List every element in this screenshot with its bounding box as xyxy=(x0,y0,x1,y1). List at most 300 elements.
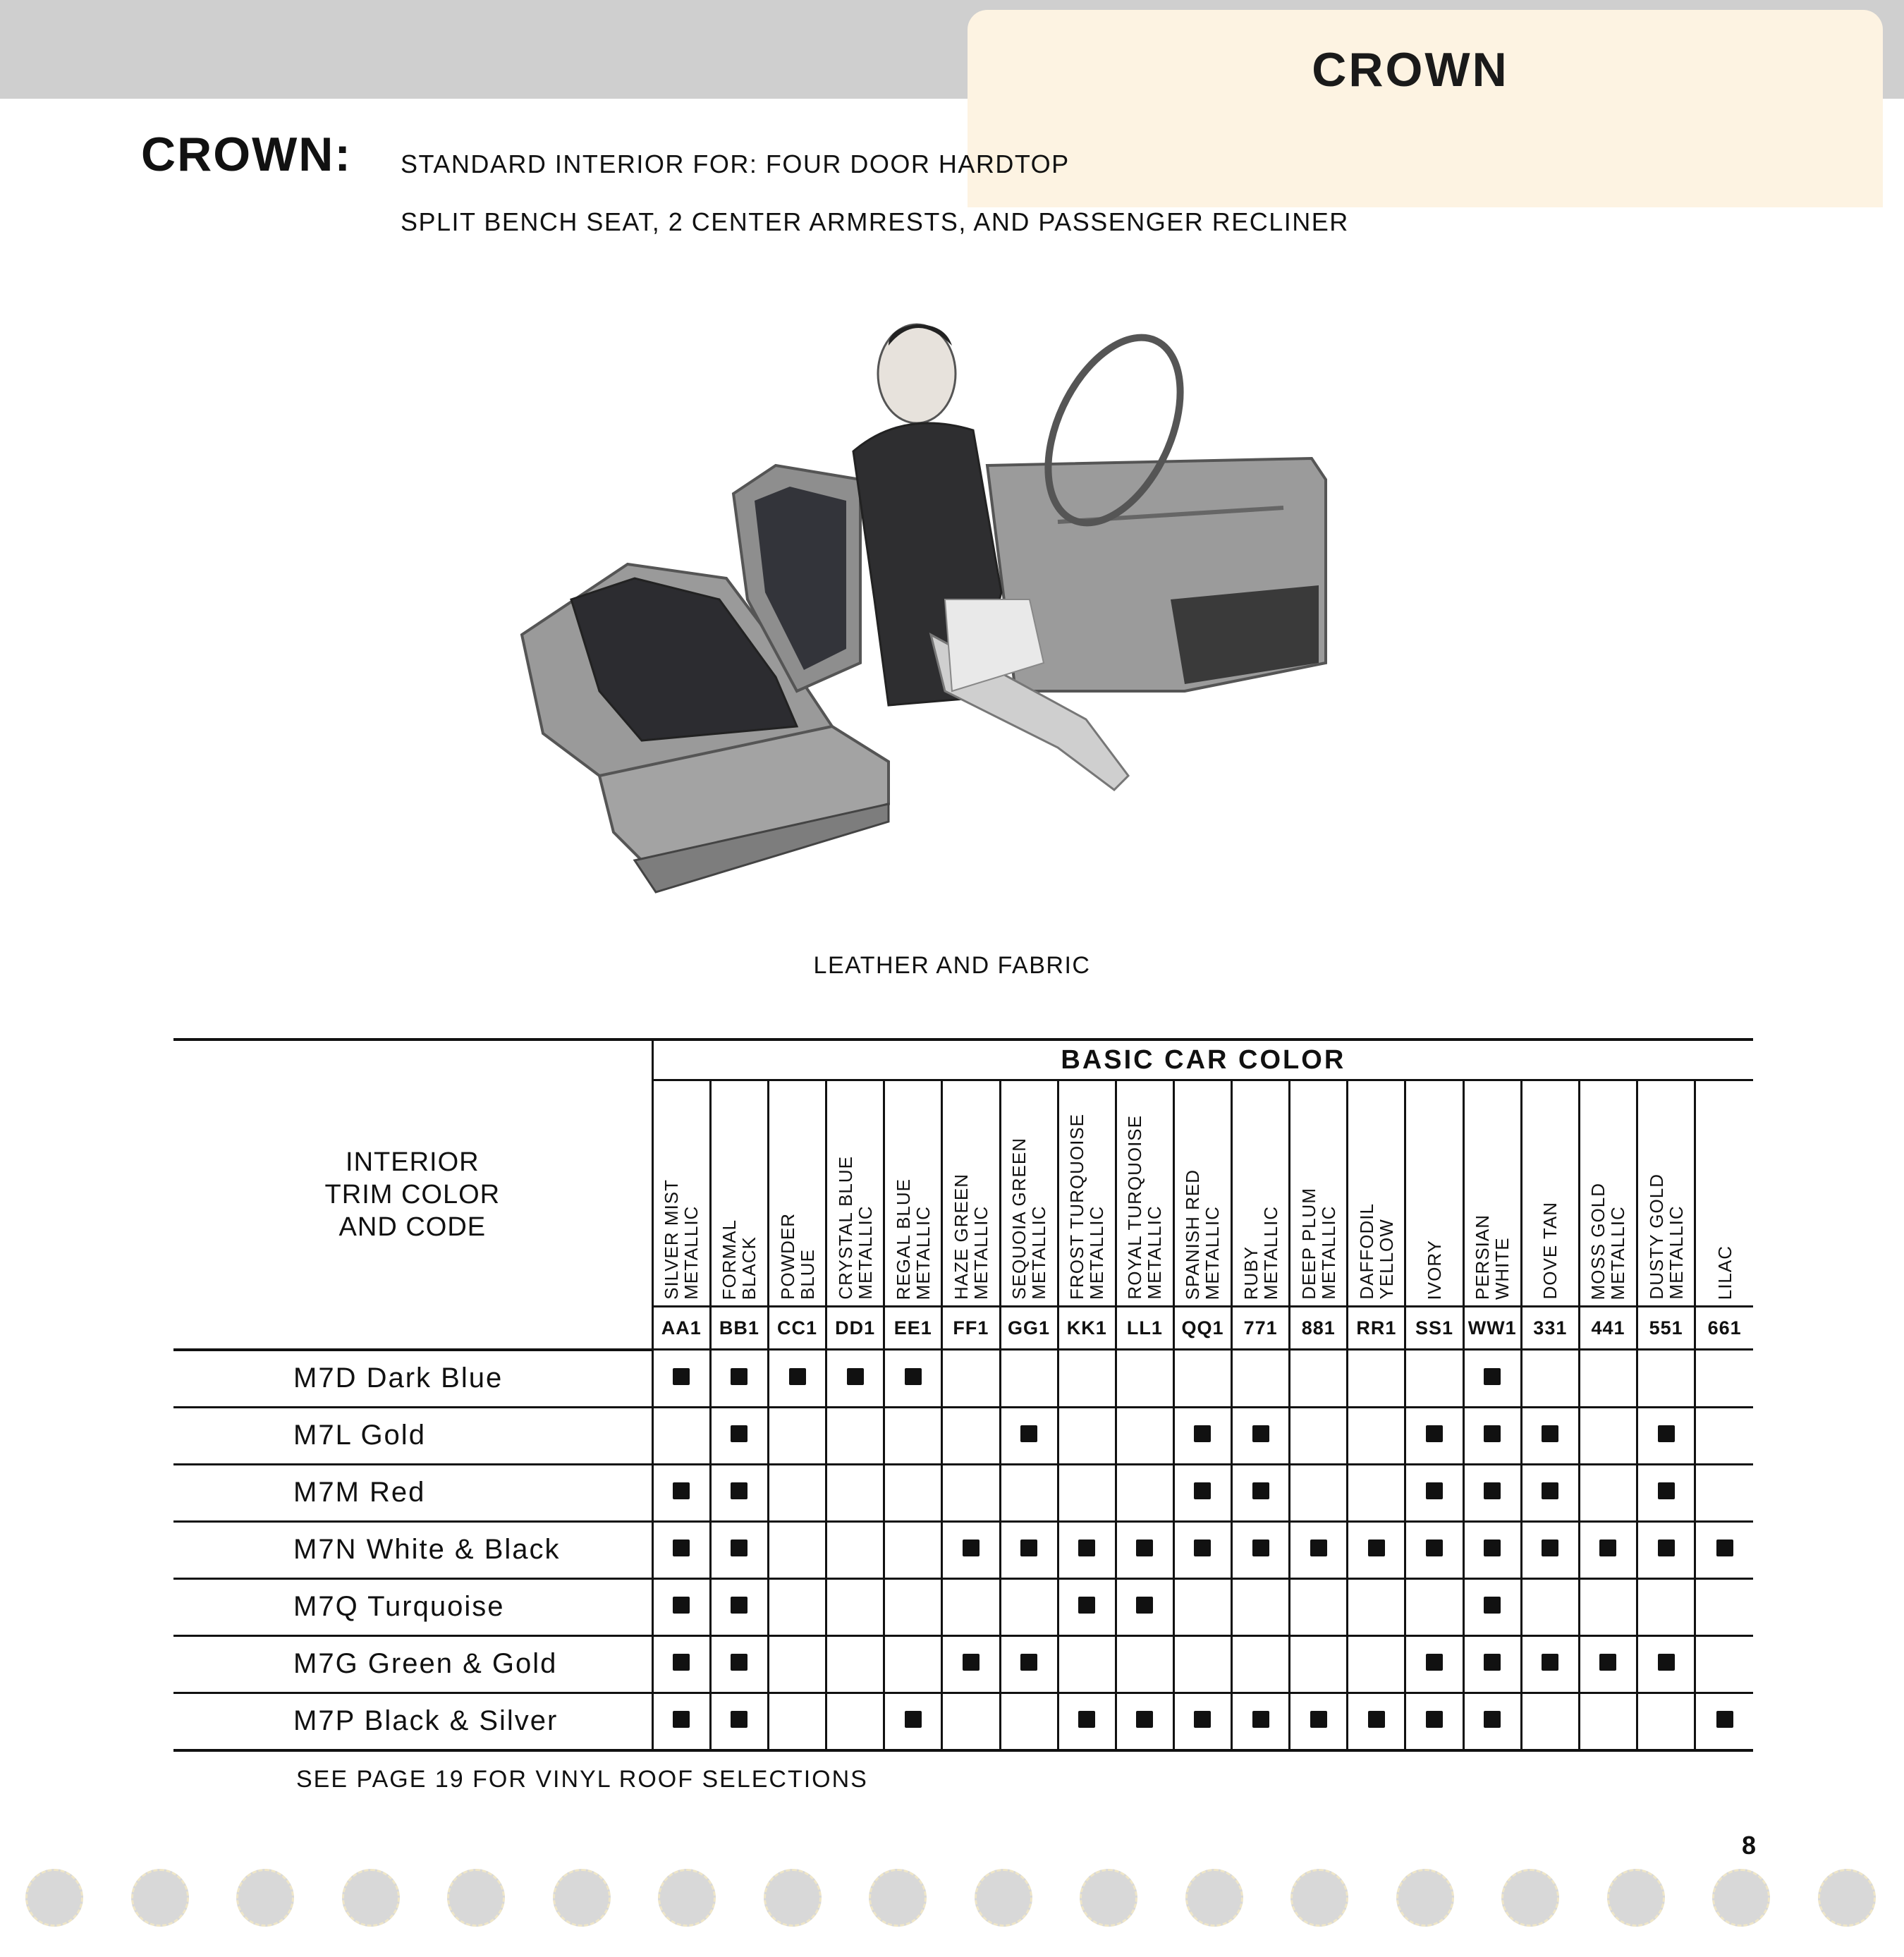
available-mark-icon xyxy=(1252,1482,1269,1499)
model-heading: CROWN: xyxy=(141,128,353,181)
availability-cell xyxy=(1173,1521,1231,1578)
available-mark-icon xyxy=(1136,1711,1153,1728)
available-mark-icon xyxy=(1252,1425,1269,1442)
binder-hole xyxy=(975,1869,1032,1927)
availability-cell xyxy=(1637,1635,1695,1693)
available-mark-icon xyxy=(1716,1540,1733,1556)
availability-cell xyxy=(1173,1464,1231,1521)
availability-cell xyxy=(1579,1407,1637,1464)
available-mark-icon xyxy=(1484,1482,1501,1499)
car-color-code: 771 xyxy=(1232,1307,1290,1350)
availability-cell xyxy=(1000,1635,1058,1693)
car-color-name: HAZE GREEN METALLIC xyxy=(950,1173,991,1300)
car-color-name-cell xyxy=(652,1080,710,1307)
car-color-name: DOVE TAN xyxy=(1539,1202,1561,1300)
availability-cell xyxy=(826,1578,884,1635)
available-mark-icon xyxy=(1426,1654,1443,1671)
availability-cell xyxy=(1521,1464,1579,1521)
availability-cell xyxy=(1695,1521,1753,1578)
car-color-code: 551 xyxy=(1637,1307,1695,1350)
available-mark-icon xyxy=(731,1482,747,1499)
car-color-name-cell xyxy=(1579,1080,1637,1307)
available-mark-icon xyxy=(1078,1597,1095,1614)
car-color-name: POWDER BLUE xyxy=(776,1213,818,1300)
available-mark-icon xyxy=(731,1368,747,1385)
available-mark-icon xyxy=(789,1368,806,1385)
availability-cell xyxy=(1290,1635,1348,1693)
binder-hole xyxy=(1396,1869,1454,1927)
available-mark-icon xyxy=(1020,1540,1037,1556)
availability-cell xyxy=(1463,1464,1521,1521)
available-mark-icon xyxy=(673,1540,690,1556)
availability-cell xyxy=(1695,1578,1753,1635)
availability-cell xyxy=(652,1578,710,1635)
car-color-code: 331 xyxy=(1521,1307,1579,1350)
availability-cell xyxy=(1290,1521,1348,1578)
car-color-name-cell xyxy=(1173,1080,1231,1307)
car-color-name: SPANISH RED METALLIC xyxy=(1182,1169,1223,1300)
car-color-name-cell xyxy=(1058,1080,1116,1307)
availability-cell xyxy=(1579,1578,1637,1635)
trim-color-label: M7D Dark Blue xyxy=(173,1350,652,1408)
availability-cell xyxy=(942,1407,1000,1464)
trim-color-label: M7Q Turquoise xyxy=(173,1578,652,1635)
car-color-name-cell xyxy=(1463,1080,1521,1307)
availability-cell xyxy=(884,1578,942,1635)
binder-holes xyxy=(0,1869,1904,1932)
car-color-name-cell xyxy=(768,1080,826,1307)
availability-cell xyxy=(710,1407,768,1464)
car-color-code: DD1 xyxy=(826,1307,884,1350)
available-mark-icon xyxy=(1716,1711,1733,1728)
trim-color-label: M7L Gold xyxy=(173,1407,652,1464)
available-mark-icon xyxy=(731,1597,747,1614)
availability-cell xyxy=(768,1350,826,1408)
binder-hole xyxy=(553,1869,611,1927)
available-mark-icon xyxy=(1599,1654,1616,1671)
availability-cell xyxy=(1637,1578,1695,1635)
availability-cell xyxy=(1579,1350,1637,1408)
availability-cell xyxy=(1348,1350,1405,1408)
availability-cell xyxy=(1116,1464,1173,1521)
availability-cell xyxy=(710,1635,768,1693)
availability-cell xyxy=(1348,1578,1405,1635)
availability-cell xyxy=(1637,1350,1695,1408)
trim-row xyxy=(173,1521,1753,1578)
availability-cell xyxy=(710,1521,768,1578)
availability-cell xyxy=(1637,1464,1695,1521)
availability-cell xyxy=(1232,1464,1290,1521)
car-color-name-cell xyxy=(1521,1080,1579,1307)
trim-row xyxy=(173,1635,1753,1693)
available-mark-icon xyxy=(673,1597,690,1614)
available-mark-icon xyxy=(673,1654,690,1671)
car-color-name-cell xyxy=(826,1080,884,1307)
availability-cell xyxy=(1405,1578,1463,1635)
availability-cell xyxy=(1695,1464,1753,1521)
available-mark-icon xyxy=(1310,1711,1327,1728)
page-number: 8 xyxy=(1742,1831,1757,1860)
car-color-name: ROYAL TURQUOISE METALLIC xyxy=(1124,1115,1166,1300)
available-mark-icon xyxy=(1542,1540,1558,1556)
availability-cell xyxy=(1405,1350,1463,1408)
car-color-name: DAFFODIL YELLOW xyxy=(1355,1203,1397,1300)
availability-cell xyxy=(1695,1407,1753,1464)
availability-cell xyxy=(1290,1350,1348,1408)
available-mark-icon xyxy=(847,1368,864,1385)
availability-cell xyxy=(1521,1350,1579,1408)
trim-color-label: M7N White & Black xyxy=(173,1521,652,1578)
availability-cell xyxy=(1579,1464,1637,1521)
binder-hole xyxy=(1818,1869,1876,1927)
car-color-name-cell xyxy=(1290,1080,1348,1307)
availability-cell xyxy=(1521,1635,1579,1693)
availability-cell xyxy=(768,1407,826,1464)
binder-hole xyxy=(131,1869,189,1927)
availability-cell xyxy=(884,1521,942,1578)
availability-cell xyxy=(826,1635,884,1693)
available-mark-icon xyxy=(1136,1597,1153,1614)
availability-cell xyxy=(1348,1464,1405,1521)
availability-cell xyxy=(768,1521,826,1578)
availability-cell xyxy=(1579,1635,1637,1693)
availability-cell xyxy=(1116,1693,1173,1750)
trim-row xyxy=(173,1350,1753,1408)
availability-cell xyxy=(1637,1521,1695,1578)
car-color-name-cell xyxy=(1000,1080,1058,1307)
availability-cell xyxy=(652,1464,710,1521)
binder-hole xyxy=(236,1869,294,1927)
interior-illustration xyxy=(494,268,1410,931)
available-mark-icon xyxy=(963,1540,980,1556)
available-mark-icon xyxy=(1252,1711,1269,1728)
availability-cell xyxy=(1695,1350,1753,1408)
availability-cell xyxy=(1116,1635,1173,1693)
car-color-code: BB1 xyxy=(710,1307,768,1350)
trim-color-label: M7M Red xyxy=(173,1464,652,1521)
availability-cell xyxy=(710,1578,768,1635)
interior-description: STANDARD INTERIOR FOR: FOUR DOOR HARDTOP xyxy=(401,150,1070,178)
availability-cell xyxy=(710,1693,768,1750)
car-color-code: EE1 xyxy=(884,1307,942,1350)
availability-cell xyxy=(826,1464,884,1521)
availability-cell xyxy=(1116,1521,1173,1578)
availability-cell xyxy=(1173,1350,1231,1408)
car-color-code: FF1 xyxy=(942,1307,1000,1350)
available-mark-icon xyxy=(905,1368,922,1385)
available-mark-icon xyxy=(1194,1482,1211,1499)
availability-cell xyxy=(1348,1635,1405,1693)
available-mark-icon xyxy=(1078,1711,1095,1728)
available-mark-icon xyxy=(1310,1540,1327,1556)
available-mark-icon xyxy=(1542,1425,1558,1442)
car-color-name: PERSIAN WHITE xyxy=(1472,1214,1513,1300)
car-color-code: SS1 xyxy=(1405,1307,1463,1350)
availability-cell xyxy=(1232,1635,1290,1693)
car-color-name: SEQUOIA GREEN METALLIC xyxy=(1008,1138,1050,1300)
car-color-name: FORMAL BLACK xyxy=(719,1219,760,1300)
illustration-caption: LEATHER AND FABRIC xyxy=(813,952,1091,979)
available-mark-icon xyxy=(1599,1540,1616,1556)
availability-cell xyxy=(1290,1407,1348,1464)
car-color-name-cell xyxy=(1695,1080,1753,1307)
binder-hole xyxy=(25,1869,83,1927)
available-mark-icon xyxy=(1484,1368,1501,1385)
available-mark-icon xyxy=(1426,1425,1443,1442)
binder-hole xyxy=(869,1869,927,1927)
available-mark-icon xyxy=(1136,1540,1153,1556)
availability-cell xyxy=(1579,1521,1637,1578)
available-mark-icon xyxy=(1020,1425,1037,1442)
availability-cell xyxy=(1290,1578,1348,1635)
availability-cell xyxy=(1521,1693,1579,1750)
car-color-code: 661 xyxy=(1695,1307,1753,1350)
availability-cell xyxy=(1232,1350,1290,1408)
availability-cell xyxy=(652,1350,710,1408)
availability-cell xyxy=(1232,1407,1290,1464)
availability-cell xyxy=(1173,1407,1231,1464)
car-color-code: AA1 xyxy=(652,1307,710,1350)
availability-cell xyxy=(1348,1693,1405,1750)
car-color-name-cell xyxy=(1116,1080,1173,1307)
availability-cell xyxy=(942,1635,1000,1693)
trim-row xyxy=(173,1464,1753,1521)
binder-hole xyxy=(1185,1869,1243,1927)
available-mark-icon xyxy=(1426,1540,1443,1556)
car-color-code: KK1 xyxy=(1058,1307,1116,1350)
availability-cell xyxy=(1058,1350,1116,1408)
availability-cell xyxy=(768,1693,826,1750)
availability-cell xyxy=(1463,1407,1521,1464)
available-mark-icon xyxy=(1426,1711,1443,1728)
section-tab[interactable] xyxy=(968,10,1883,207)
availability-cell xyxy=(826,1693,884,1750)
car-color-code: 881 xyxy=(1290,1307,1348,1350)
availability-cell xyxy=(1000,1464,1058,1521)
availability-cell xyxy=(942,1464,1000,1521)
availability-cell xyxy=(942,1521,1000,1578)
available-mark-icon xyxy=(1484,1425,1501,1442)
availability-cell xyxy=(1405,1521,1463,1578)
trim-color-label: M7P Black & Silver xyxy=(173,1693,652,1750)
availability-cell xyxy=(1058,1578,1116,1635)
availability-cell xyxy=(1348,1521,1405,1578)
availability-cell xyxy=(1116,1578,1173,1635)
availability-cell xyxy=(1000,1407,1058,1464)
car-color-name: CRYSTAL BLUE METALLIC xyxy=(834,1156,876,1300)
availability-cell xyxy=(1290,1464,1348,1521)
trim-color-header xyxy=(173,1040,652,1350)
available-mark-icon xyxy=(673,1482,690,1499)
availability-cell xyxy=(884,1350,942,1408)
car-color-code: LL1 xyxy=(1116,1307,1173,1350)
availability-cell xyxy=(768,1578,826,1635)
availability-cell xyxy=(1000,1350,1058,1408)
available-mark-icon xyxy=(1194,1540,1211,1556)
car-color-code: RR1 xyxy=(1348,1307,1405,1350)
available-mark-icon xyxy=(1368,1540,1385,1556)
car-color-name: FROST TURQUOISE METALLIC xyxy=(1066,1114,1108,1300)
availability-cell xyxy=(652,1693,710,1750)
available-mark-icon xyxy=(1658,1540,1675,1556)
available-mark-icon xyxy=(673,1368,690,1385)
car-color-code: WW1 xyxy=(1463,1307,1521,1350)
availability-cell xyxy=(1405,1464,1463,1521)
availability-cell xyxy=(942,1578,1000,1635)
available-mark-icon xyxy=(1194,1711,1211,1728)
availability-cell xyxy=(1463,1578,1521,1635)
available-mark-icon xyxy=(905,1711,922,1728)
car-color-name: LILAC xyxy=(1714,1245,1735,1300)
binder-hole xyxy=(764,1869,822,1927)
availability-cell xyxy=(1173,1693,1231,1750)
availability-cell xyxy=(884,1693,942,1750)
available-mark-icon xyxy=(731,1654,747,1671)
seat-illustration xyxy=(522,465,889,892)
vinyl-roof-note: SEE PAGE 19 FOR VINYL ROOF SELECTIONS xyxy=(296,1766,868,1793)
trim-row xyxy=(173,1407,1753,1464)
availability-cell xyxy=(1463,1635,1521,1693)
trim-row xyxy=(173,1578,1753,1635)
available-mark-icon xyxy=(731,1540,747,1556)
car-color-name-cell xyxy=(942,1080,1000,1307)
color-availability-table xyxy=(173,1038,1753,1752)
car-color-code: 441 xyxy=(1579,1307,1637,1350)
availability-cell xyxy=(942,1350,1000,1408)
available-mark-icon xyxy=(1658,1482,1675,1499)
available-mark-icon xyxy=(1426,1482,1443,1499)
binder-hole xyxy=(342,1869,400,1927)
available-mark-icon xyxy=(1368,1711,1385,1728)
availability-cell xyxy=(1058,1693,1116,1750)
available-mark-icon xyxy=(1542,1482,1558,1499)
available-mark-icon xyxy=(1658,1654,1675,1671)
car-color-name-cell xyxy=(1405,1080,1463,1307)
binder-hole xyxy=(1712,1869,1770,1927)
binder-hole xyxy=(1290,1869,1348,1927)
car-color-code: CC1 xyxy=(768,1307,826,1350)
availability-cell xyxy=(1521,1407,1579,1464)
availability-cell xyxy=(768,1635,826,1693)
binder-hole xyxy=(1501,1869,1559,1927)
availability-cell xyxy=(1637,1693,1695,1750)
availability-cell xyxy=(652,1407,710,1464)
availability-cell xyxy=(1116,1350,1173,1408)
availability-cell xyxy=(1405,1693,1463,1750)
car-color-name-cell xyxy=(1232,1080,1290,1307)
availability-cell xyxy=(1116,1407,1173,1464)
car-color-name-cell xyxy=(884,1080,942,1307)
available-mark-icon xyxy=(963,1654,980,1671)
availability-cell xyxy=(710,1464,768,1521)
tab-title: CROWN xyxy=(1312,43,1509,97)
available-mark-icon xyxy=(1484,1597,1501,1614)
available-mark-icon xyxy=(1484,1711,1501,1728)
availability-cell xyxy=(1695,1635,1753,1693)
trim-row xyxy=(173,1693,1753,1750)
availability-cell xyxy=(1058,1464,1116,1521)
availability-cell xyxy=(1521,1521,1579,1578)
availability-cell xyxy=(1000,1693,1058,1750)
availability-cell xyxy=(652,1635,710,1693)
availability-cell xyxy=(1463,1350,1521,1408)
available-mark-icon xyxy=(731,1711,747,1728)
car-color-name: DEEP PLUM METALLIC xyxy=(1298,1188,1339,1300)
available-mark-icon xyxy=(1020,1654,1037,1671)
available-mark-icon xyxy=(1252,1540,1269,1556)
availability-cell xyxy=(884,1464,942,1521)
availability-cell xyxy=(1000,1521,1058,1578)
availability-cell xyxy=(1463,1521,1521,1578)
car-color-name-cell xyxy=(1637,1080,1695,1307)
availability-cell xyxy=(1058,1407,1116,1464)
basic-car-color-header: BASIC CAR COLOR xyxy=(652,1040,1753,1080)
availability-cell xyxy=(1405,1635,1463,1693)
car-color-name: RUBY METALLIC xyxy=(1240,1205,1281,1300)
availability-cell xyxy=(1173,1578,1231,1635)
available-mark-icon xyxy=(1542,1654,1558,1671)
availability-cell xyxy=(652,1521,710,1578)
binder-hole xyxy=(1080,1869,1137,1927)
binder-hole xyxy=(1607,1869,1665,1927)
availability-cell xyxy=(1290,1693,1348,1750)
availability-cell xyxy=(1058,1521,1116,1578)
availability-cell xyxy=(942,1693,1000,1750)
binder-hole xyxy=(658,1869,716,1927)
seat-description: SPLIT BENCH SEAT, 2 CENTER ARMRESTS, AND PASSENGER RECLINER xyxy=(401,207,1349,236)
car-color-name: REGAL BLUE METALLIC xyxy=(892,1178,934,1300)
car-color-name-cell xyxy=(1348,1080,1405,1307)
availability-cell xyxy=(1521,1578,1579,1635)
availability-cell xyxy=(1463,1693,1521,1750)
availability-cell xyxy=(884,1635,942,1693)
available-mark-icon xyxy=(1194,1425,1211,1442)
availability-cell xyxy=(1579,1693,1637,1750)
availability-cell xyxy=(1405,1407,1463,1464)
availability-cell xyxy=(710,1350,768,1408)
availability-cell xyxy=(768,1464,826,1521)
availability-cell xyxy=(826,1350,884,1408)
available-mark-icon xyxy=(1658,1425,1675,1442)
availability-cell xyxy=(1173,1635,1231,1693)
available-mark-icon xyxy=(1484,1540,1501,1556)
car-color-code: QQ1 xyxy=(1173,1307,1231,1350)
availability-cell xyxy=(1232,1693,1290,1750)
car-color-name: DUSTY GOLD METALLIC xyxy=(1645,1173,1687,1300)
availability-cell xyxy=(1637,1407,1695,1464)
trim-color-label: M7G Green & Gold xyxy=(173,1635,652,1693)
binder-hole xyxy=(447,1869,505,1927)
availability-cell xyxy=(1058,1635,1116,1693)
availability-cell xyxy=(1000,1578,1058,1635)
car-color-code: GG1 xyxy=(1000,1307,1058,1350)
availability-cell xyxy=(1695,1693,1753,1750)
trim-color-header-label: INTERIOR TRIM COLOR AND CODE xyxy=(324,1147,501,1242)
available-mark-icon xyxy=(1078,1540,1095,1556)
availability-cell xyxy=(884,1407,942,1464)
availability-cell xyxy=(1348,1407,1405,1464)
availability-cell xyxy=(1232,1521,1290,1578)
availability-cell xyxy=(826,1521,884,1578)
car-color-name: IVORY xyxy=(1424,1239,1446,1300)
car-color-name: MOSS GOLD METALLIC xyxy=(1587,1182,1629,1300)
car-color-name-cell xyxy=(710,1080,768,1307)
available-mark-icon xyxy=(673,1711,690,1728)
availability-cell xyxy=(1232,1578,1290,1635)
availability-cell xyxy=(826,1407,884,1464)
car-color-name: SILVER MIST METALLIC xyxy=(661,1179,702,1300)
available-mark-icon xyxy=(1484,1654,1501,1671)
